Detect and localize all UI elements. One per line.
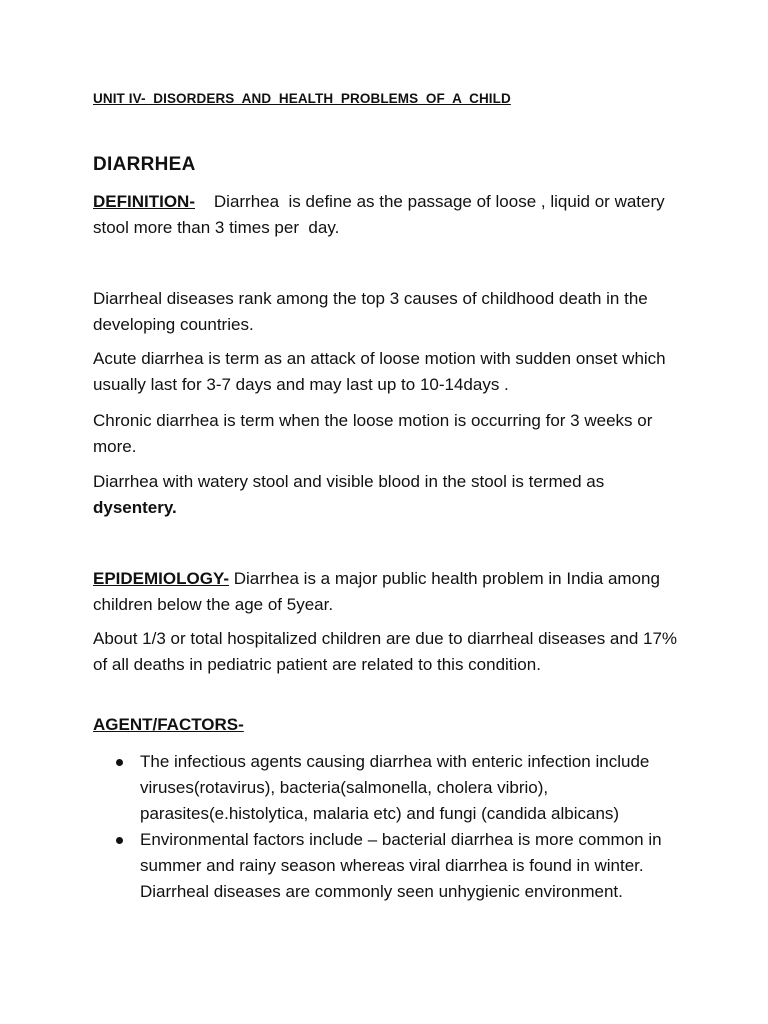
- agent-factors-list: [115, 749, 685, 905]
- list-item: [115, 827, 685, 905]
- dysentery-term: dysentery.: [93, 498, 177, 517]
- definition-label: DEFINITION-: [93, 192, 195, 211]
- epidemiology-label: EPIDEMIOLOGY-: [93, 569, 230, 588]
- main-heading: DIARRHEA: [93, 154, 196, 175]
- epidemiology-text: Diarrhea is a major public health problem in India among children below the age of 5year.: [93, 569, 660, 614]
- definition-text: Diarrhea is define as the passage of loose , liquid or watery stool more than 3 times per day.: [93, 192, 670, 237]
- paragraph-childhood-death: Diarrheal diseases rank among the top 3 causes of childhood death in the developing countries.: [93, 289, 648, 334]
- paragraph-chronic-diarrhea: Chronic diarrhea is term when the loose motion is occurring for 3 weeks or more.: [93, 411, 653, 456]
- bullet-icon: [116, 759, 123, 766]
- epidemiology-paragraph: [93, 566, 683, 618]
- list-item-text: The infectious agents causing diarrhea with enteric infection include viruses(rotavirus), bacteria(salmonella, cholera vibrio), parasites(e.histolytica, malaria etc) and fungi (candida albicans): [140, 752, 650, 823]
- definition-paragraph: [93, 189, 683, 241]
- bullet-icon: [116, 837, 123, 844]
- list-item: [115, 749, 685, 827]
- paragraph-acute-diarrhea: Acute diarrhea is term as an attack of loose motion with sudden onset which usually last for 3-7 days and may last up to 10-14days .: [93, 349, 666, 394]
- list-item-text: Environmental factors include – bacterial diarrhea is more common in summer and rainy season whereas viral diarrhea is found in winter. Diarrheal diseases are commonly seen unhygienic environment.: [140, 830, 662, 901]
- paragraph-hospitalized: About 1/3 or total hospitalized children are due to diarrheal diseases and 17% of all deaths in pediatric patient are related to this condition.: [93, 629, 678, 674]
- agent-factors-heading: AGENT/FACTORS-: [93, 715, 244, 734]
- dysentery-text: Diarrhea with watery stool and visible blood in the stool is termed as: [93, 472, 605, 491]
- paragraph-dysentery: [93, 469, 683, 521]
- unit-title: UNIT IV- DISORDERS AND HEALTH PROBLEMS OF A CHILD: [93, 91, 511, 106]
